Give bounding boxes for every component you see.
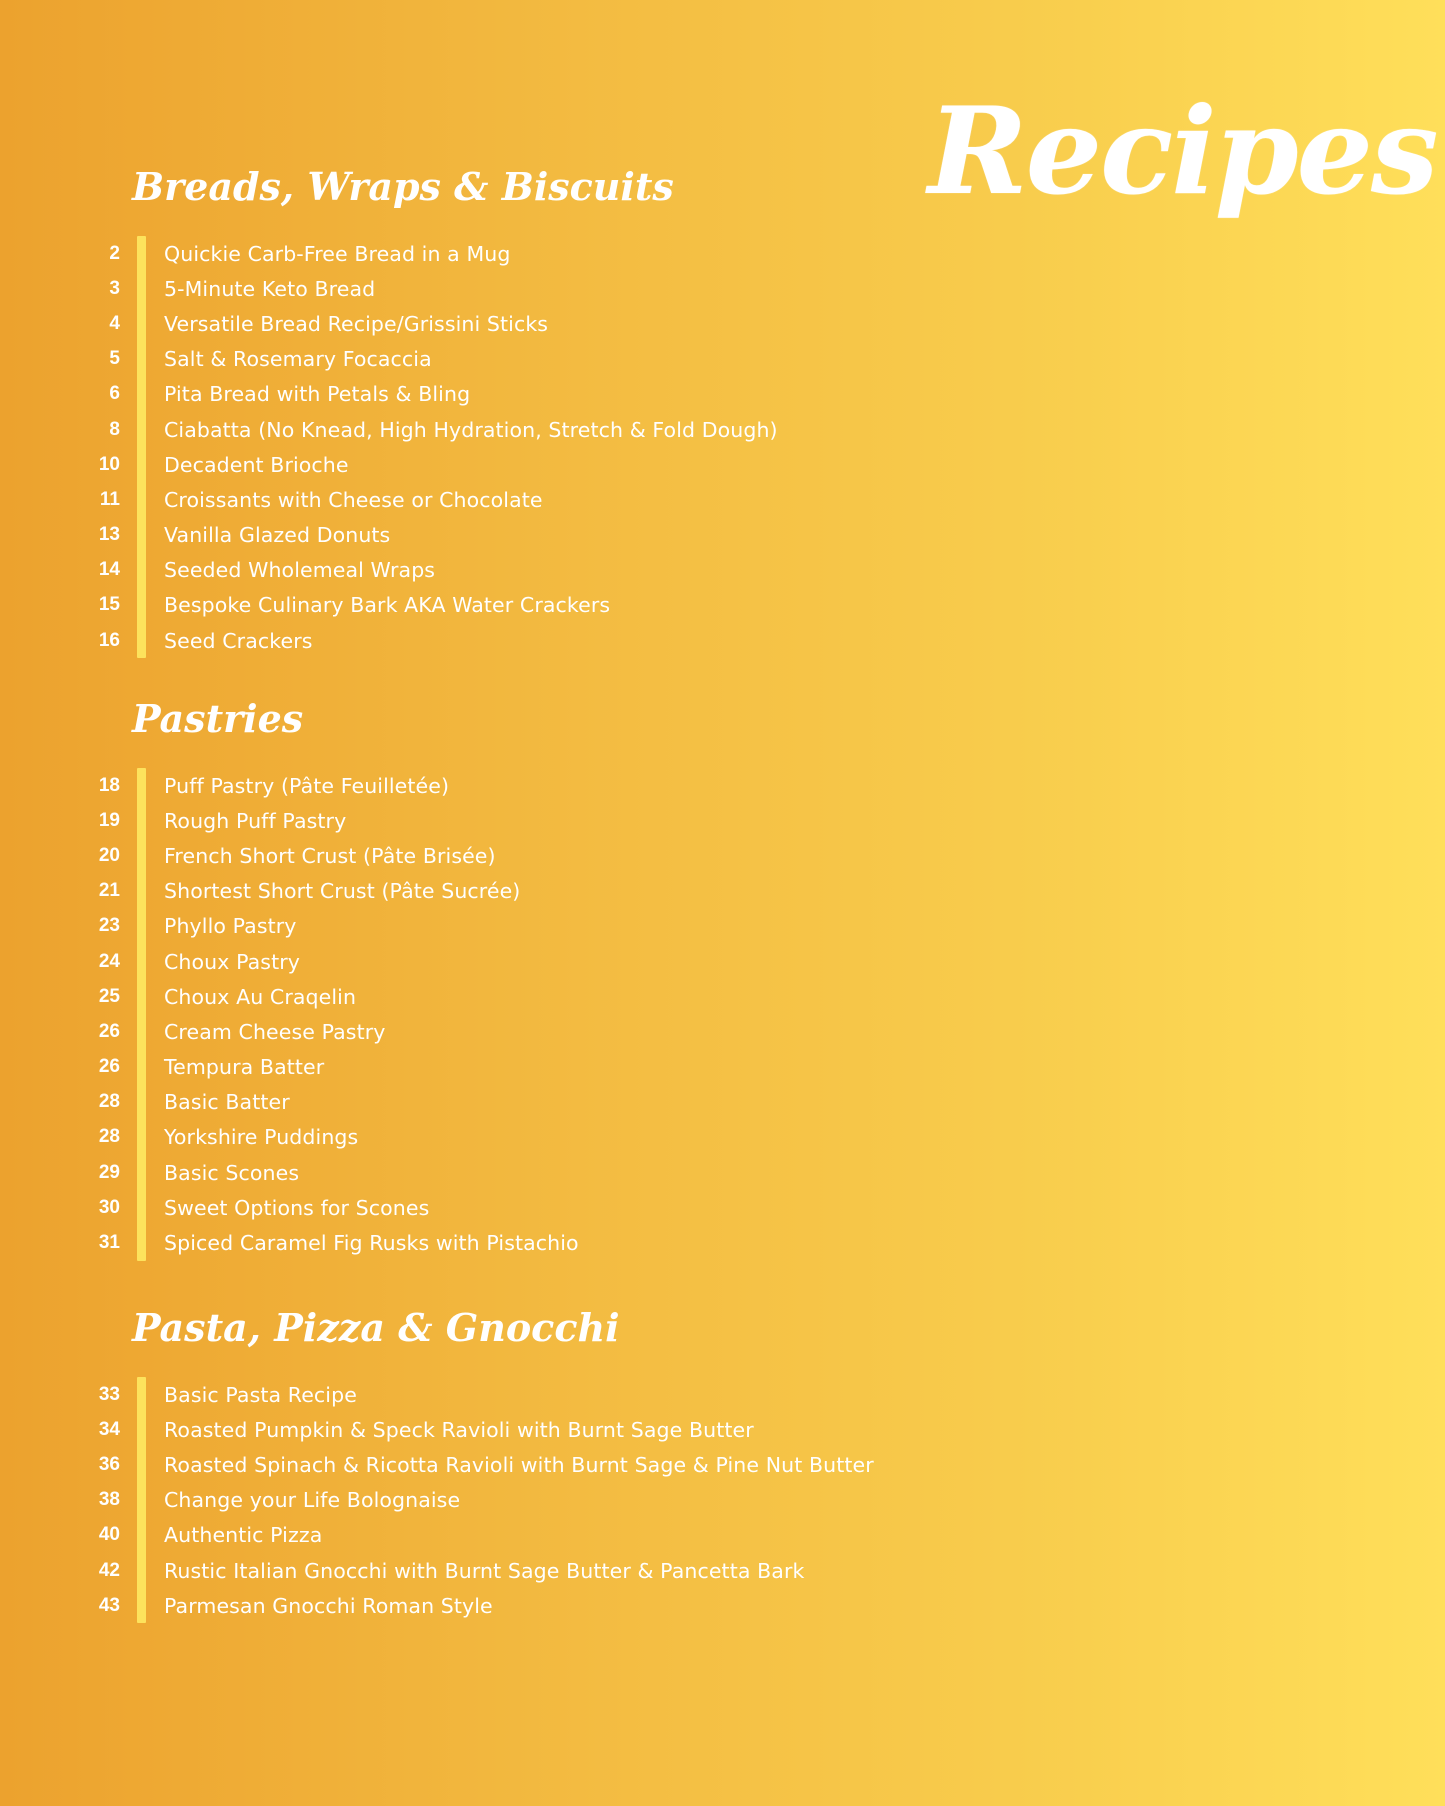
section-heading: Pastries <box>132 696 304 741</box>
recipe-name: Croissants with Cheese or Chocolate <box>164 487 543 512</box>
recipe-entry[interactable] <box>0 944 1000 979</box>
recipe-entry[interactable] <box>0 377 1000 412</box>
recipe-entry[interactable] <box>0 588 1000 623</box>
recipe-entry[interactable] <box>0 553 1000 588</box>
recipe-name: Tempura Batter <box>164 1055 325 1080</box>
recipe-name: Puff Pastry (Pâte Feuilletée) <box>164 773 450 798</box>
page-number: 34 <box>98 1418 120 1440</box>
recipe-entry[interactable] <box>0 1190 1000 1225</box>
recipe-name: Decadent Brioche <box>164 452 349 477</box>
recipe-name: Rustic Italian Gnocchi with Burnt Sage Butter & Pancetta Bark <box>164 1558 805 1583</box>
page-number: 43 <box>98 1594 120 1616</box>
recipe-name: Basic Batter <box>164 1090 290 1115</box>
recipe-entry[interactable] <box>0 1553 1000 1588</box>
page-number: 28 <box>98 1126 120 1148</box>
recipe-list <box>0 768 1000 1261</box>
recipe-name: Seed Crackers <box>164 628 313 653</box>
recipe-list <box>0 236 1000 658</box>
recipe-name: Rough Puff Pastry <box>164 808 347 833</box>
recipe-entry[interactable] <box>0 623 1000 658</box>
recipe-name: Shortest Short Crust (Pâte Sucrée) <box>164 879 521 904</box>
recipe-entry[interactable] <box>0 1085 1000 1120</box>
recipe-name: Ciabatta (No Knead, High Hydration, Stretch & Fold Dough) <box>164 417 778 442</box>
page-number: 4 <box>109 312 120 334</box>
page-number: 13 <box>98 524 120 546</box>
page-number: 8 <box>109 418 120 440</box>
recipe-name: Quickie Carb-Free Bread in a Mug <box>164 241 511 266</box>
page-number: 29 <box>98 1161 120 1183</box>
recipe-entry[interactable] <box>0 1588 1000 1623</box>
recipe-entry[interactable] <box>0 236 1000 271</box>
page-number: 6 <box>109 383 120 405</box>
recipe-list <box>0 1377 1000 1623</box>
recipe-name: Choux Pastry <box>164 949 300 974</box>
recipe-name: Seeded Wholemeal Wraps <box>164 558 436 583</box>
recipe-entry[interactable] <box>0 306 1000 341</box>
page-number: 21 <box>98 880 120 902</box>
page-number: 14 <box>98 559 120 581</box>
page-number: 19 <box>98 809 120 831</box>
page-number: 28 <box>98 1091 120 1113</box>
recipe-entry[interactable] <box>0 1050 1000 1085</box>
page-number: 5 <box>109 348 120 370</box>
recipe-entry[interactable] <box>0 874 1000 909</box>
recipe-name: Sweet Options for Scones <box>164 1195 430 1220</box>
page-number: 20 <box>98 844 120 866</box>
page-number: 24 <box>98 950 120 972</box>
page-number: 2 <box>109 242 120 264</box>
recipe-name: Roasted Spinach & Ricotta Ravioli with Burnt Sage & Pine Nut Butter <box>164 1452 874 1477</box>
page-number: 26 <box>98 1056 120 1078</box>
recipe-entry[interactable] <box>0 1447 1000 1482</box>
recipe-name: Versatile Bread Recipe/Grissini Sticks <box>164 311 549 336</box>
recipe-entry[interactable] <box>0 803 1000 838</box>
recipe-name: Parmesan Gnocchi Roman Style <box>164 1593 493 1618</box>
page-number: 42 <box>98 1559 120 1581</box>
recipe-name: Spiced Caramel Fig Rusks with Pistachio <box>164 1231 579 1256</box>
recipe-entry[interactable] <box>0 518 1000 553</box>
page-number: 33 <box>98 1383 120 1405</box>
section-heading: Pasta, Pizza & Gnocchi <box>132 1305 620 1350</box>
page-number: 23 <box>98 915 120 937</box>
page-number: 40 <box>98 1524 120 1546</box>
recipe-entry[interactable] <box>0 1518 1000 1553</box>
page-number: 30 <box>98 1196 120 1218</box>
recipe-entry[interactable] <box>0 1225 1000 1260</box>
recipe-name: Change your Life Bolognaise <box>164 1488 461 1513</box>
page-number: 16 <box>98 629 120 651</box>
recipe-entry[interactable] <box>0 909 1000 944</box>
recipe-name: Choux Au Craqelin <box>164 984 357 1009</box>
page-number: 25 <box>98 985 120 1007</box>
page-number: 38 <box>98 1489 120 1511</box>
page-number: 10 <box>98 453 120 475</box>
recipe-entry[interactable] <box>0 342 1000 377</box>
recipe-name: Pita Bread with Petals & Bling <box>164 382 471 407</box>
recipe-entry[interactable] <box>0 271 1000 306</box>
page-number: 26 <box>98 1020 120 1042</box>
recipe-name: Cream Cheese Pastry <box>164 1019 386 1044</box>
recipe-entry[interactable] <box>0 1412 1000 1447</box>
recipe-name: Vanilla Glazed Donuts <box>164 523 391 548</box>
recipe-entry[interactable] <box>0 412 1000 447</box>
page-number: 11 <box>99 488 120 510</box>
page-number: 3 <box>109 277 120 299</box>
page-number: 15 <box>98 594 120 616</box>
page-number: 31 <box>98 1232 120 1254</box>
recipe-name: Yorkshire Puddings <box>164 1125 359 1150</box>
recipe-name: Roasted Pumpkin & Speck Ravioli with Burnt Sage Butter <box>164 1417 754 1442</box>
recipe-entry[interactable] <box>0 1483 1000 1518</box>
recipe-entry[interactable] <box>0 1155 1000 1190</box>
recipe-name: Salt & Rosemary Focaccia <box>164 347 432 372</box>
recipe-entry[interactable] <box>0 1014 1000 1049</box>
recipe-name: French Short Crust (Pâte Brisée) <box>164 843 496 868</box>
recipe-entry[interactable] <box>0 1377 1000 1412</box>
recipe-name: Phyllo Pastry <box>164 914 297 939</box>
recipe-entry[interactable] <box>0 447 1000 482</box>
page-number: 18 <box>98 774 120 796</box>
recipe-name: Bespoke Culinary Bark AKA Water Crackers <box>164 593 611 618</box>
recipe-entry[interactable] <box>0 1120 1000 1155</box>
page-title: Recipes <box>928 81 1437 222</box>
recipe-entry[interactable] <box>0 482 1000 517</box>
section-heading: Breads, Wraps & Biscuits <box>132 164 674 209</box>
recipe-entry[interactable] <box>0 979 1000 1014</box>
recipe-name: 5-Minute Keto Bread <box>164 276 376 301</box>
recipe-entry[interactable] <box>0 838 1000 873</box>
recipe-name: Basic Pasta Recipe <box>164 1382 357 1407</box>
page-number: 36 <box>98 1453 120 1475</box>
recipe-entry[interactable] <box>0 768 1000 803</box>
recipe-name: Authentic Pizza <box>164 1523 323 1548</box>
recipe-name: Basic Scones <box>164 1160 300 1185</box>
